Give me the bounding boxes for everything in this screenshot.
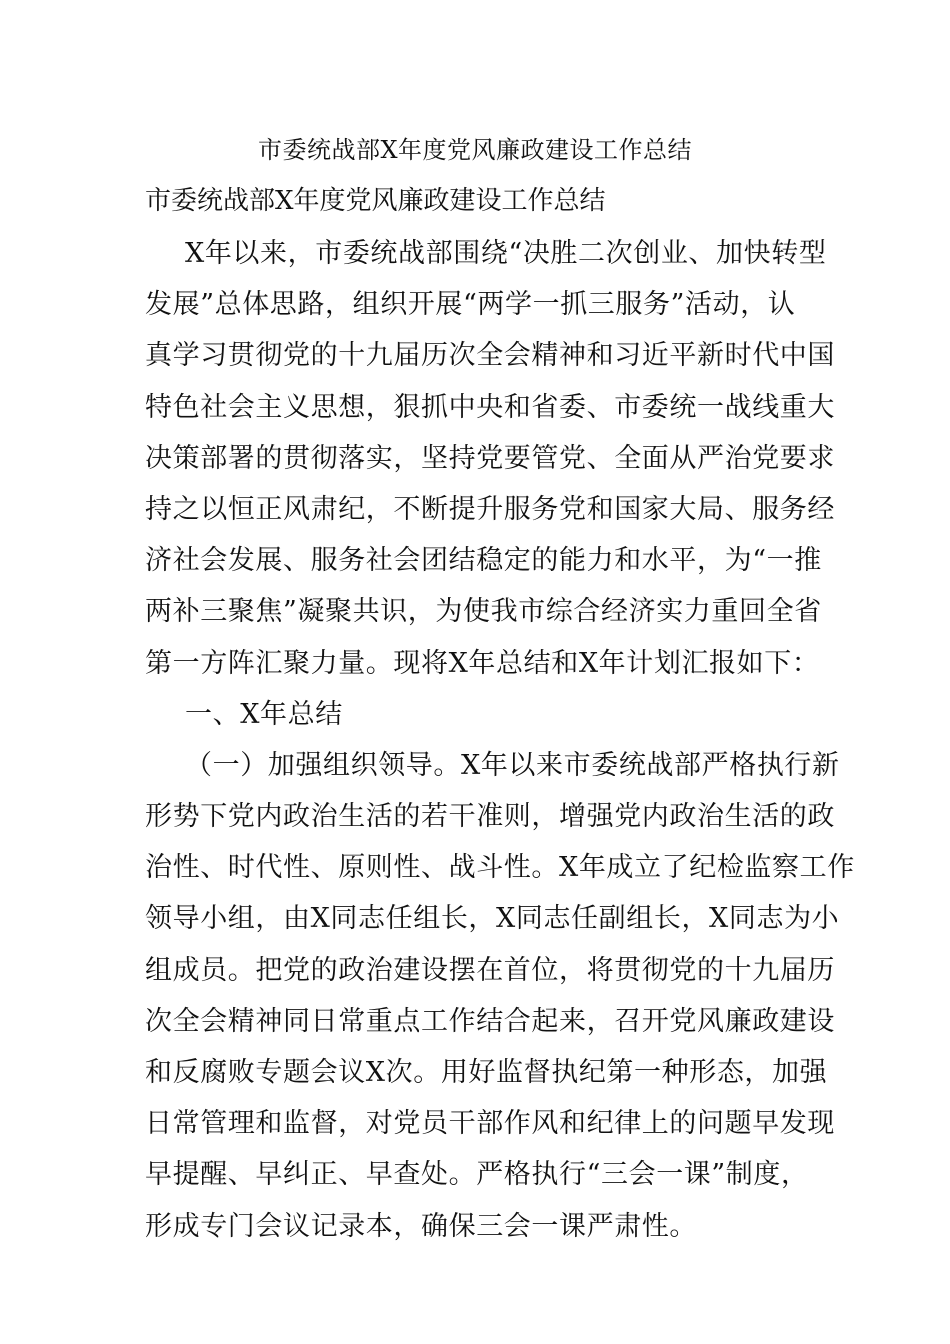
paragraph-line: （一）加强组织领导。X年以来市委统战部严格执行新: [185, 749, 840, 781]
paragraph-line: 持之以恒正风肃纪，不断提升服务党和国家大局、服务经: [145, 493, 835, 525]
section-heading: 一、X年总结: [185, 698, 343, 730]
document-title: 市委统战部X年度党风廉政建设工作总结: [257, 136, 693, 164]
paragraph-line: 治性、时代性、原则性、战斗性。X年成立了纪检监察工作: [145, 852, 855, 884]
paragraph-line: X年以来，市委统战部围绕“决胜二次创业、加快转型: [185, 238, 827, 269]
paragraph-line: 特色社会主义思想，狠抓中央和省委、市委统一战线重大: [145, 391, 835, 423]
document-subtitle: 市委统战部X年度党风廉政建设工作总结: [145, 186, 606, 216]
document-body: [145, 228, 855, 1252]
paragraph-line: 组成员。把党的政治建设摆在首位，将贯彻党的十九届历: [145, 954, 835, 986]
paragraph-line: 两补三聚焦”凝聚共识，为使我市综合经济实力重回全省: [145, 596, 822, 628]
paragraph-line: 日常管理和监督，对党员干部作风和纪律上的问题早发现: [145, 1108, 835, 1140]
paragraph-line: 领导小组，由X同志任组长，X同志任副组长，X同志为小: [145, 903, 840, 935]
paragraph-line: 次全会精神同日常重点工作结合起来，召开党风廉政建设: [145, 1005, 835, 1037]
paragraph-line: 形成专门会议记录本，确保三会一课严肃性。: [145, 1210, 697, 1242]
paragraph-line: 和反腐败专题会议X次。用好监督执纪第一种形态，加强: [145, 1057, 828, 1088]
paragraph-line: 济社会发展、服务社会团结稳定的能力和水平，为“一推: [145, 545, 822, 577]
paragraph-line: 发展”总体思路，组织开展“两学一抓三服务”活动，认: [145, 289, 796, 321]
paragraph-line: 形势下党内政治生活的若干准则，增强党内政治生活的政: [145, 801, 835, 833]
paragraph-line: 决策部署的贯彻落实，坚持党要管党、全面从严治党要求: [145, 442, 835, 474]
paragraph-line: 早提醒、早纠正、早查处。严格执行“三会一课”制度，: [145, 1159, 809, 1191]
paragraph-line: 真学习贯彻党的十九届历次全会精神和习近平新时代中国: [145, 340, 835, 372]
paragraph-line: 第一方阵汇聚力量。现将X年总结和X年计划汇报如下：: [145, 647, 820, 679]
